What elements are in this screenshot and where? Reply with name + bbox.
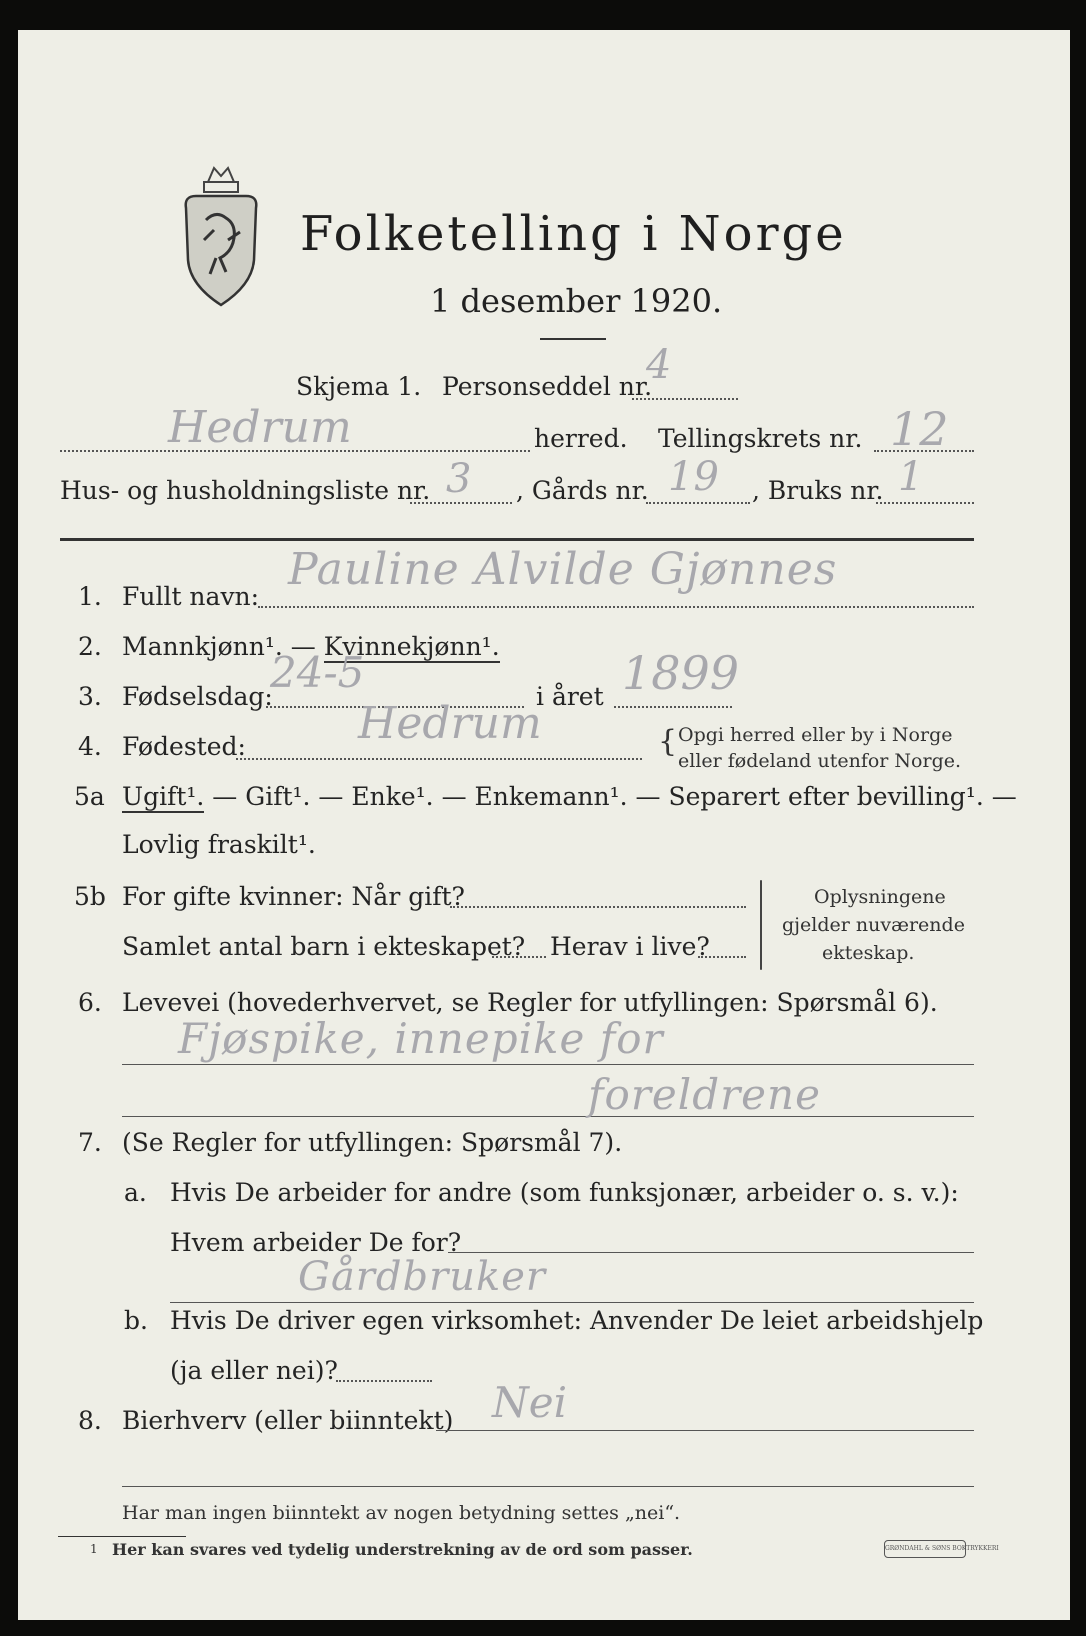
birth-year-field[interactable] xyxy=(614,706,732,708)
q7-label: (Se Regler for utfyllingen: Spørsmål 7). xyxy=(122,1128,623,1157)
q2-number: 2. xyxy=(78,632,102,661)
option-female[interactable]: Kvinnekjønn¹. xyxy=(323,632,500,661)
footer-note: Har man ingen biinntekt av nogen betydning settes „nei“. xyxy=(122,1502,681,1524)
personseddel-field[interactable] xyxy=(632,398,738,400)
q7b-text: Hvis De driver egen virksomhet: Anvender De leiet arbeidshjelp xyxy=(170,1306,984,1335)
option-male[interactable]: Mannkjønn¹. — xyxy=(122,632,324,661)
q7a-letter: a. xyxy=(124,1178,147,1207)
q5b-note-line1: Oplysningene xyxy=(814,886,946,908)
side-income-line-2[interactable] xyxy=(122,1486,974,1487)
footnote-mark: 1 xyxy=(90,1542,98,1556)
bruks-value: 1 xyxy=(898,454,924,500)
full-name-value: Pauline Alvilde Gjønnes xyxy=(288,544,838,595)
hus-label: Hus- og husholdningsliste nr. xyxy=(60,476,431,505)
hus-value: 3 xyxy=(446,456,472,502)
header-rule xyxy=(60,538,974,541)
title-divider xyxy=(540,338,606,340)
q4-number: 4. xyxy=(78,732,102,761)
personseddel-label: Personseddel nr. xyxy=(442,372,653,401)
q7b-question: (ja eller nei)? xyxy=(170,1356,338,1385)
q4-note-brace: { xyxy=(658,724,678,759)
q5b-note-bracket xyxy=(760,880,762,970)
occupation-value-2: foreldrene xyxy=(588,1070,821,1119)
employer-value: Gårdbruker xyxy=(298,1254,547,1300)
q8-number: 8. xyxy=(78,1406,102,1435)
q6-number: 6. xyxy=(78,988,102,1017)
hired-help-field[interactable] xyxy=(336,1380,432,1382)
q4-note-line1: Opgi herred eller by i Norge xyxy=(678,724,953,746)
herred-value: Hedrum xyxy=(168,402,352,453)
occupation-line-2[interactable] xyxy=(122,1116,974,1117)
q4-label: Fødested: xyxy=(122,732,246,761)
children-alive-field[interactable] xyxy=(698,956,746,958)
printer-stamp: GRØNDAHL & SØNS BOKTRYKKERI xyxy=(884,1540,966,1558)
birthplace-value: Hedrum xyxy=(358,698,542,749)
occupation-value-1: Fjøspike, innepike for xyxy=(178,1014,664,1063)
option-other-statuses[interactable]: — Gift¹. — Enke¹. — Enkemann¹. — Separert efter bevilling¹. — xyxy=(204,782,1017,811)
q7-number: 7. xyxy=(78,1128,102,1157)
q5b-children-label: Samlet antal barn i ekteskapet? xyxy=(122,932,526,961)
q7a-text: Hvis De arbeider for andre (som funksjonær, arbeider o. s. v.): xyxy=(170,1178,959,1207)
gards-label: , Gårds nr. xyxy=(516,476,649,505)
side-income-value: Nei xyxy=(492,1378,568,1427)
footnote-text: Her kan svares ved tydelig understrekning av de ord som passer. xyxy=(112,1540,693,1559)
year-label: i året xyxy=(536,682,604,711)
q5a-number: 5a xyxy=(74,782,105,811)
q4-note-line2: eller fødeland utenfor Norge. xyxy=(678,750,962,772)
q6-label: Levevei (hovederhvervet, se Regler for utfyllingen: Spørsmål 6). xyxy=(122,988,938,1017)
gards-value: 19 xyxy=(668,454,719,500)
q5b-number: 5b xyxy=(74,882,106,911)
side-income-field[interactable] xyxy=(436,1430,974,1431)
hus-field[interactable] xyxy=(410,502,512,504)
schema-label: Skjema 1. xyxy=(296,372,422,401)
employer-line-2[interactable] xyxy=(170,1302,974,1303)
footnote-rule xyxy=(58,1536,186,1537)
personseddel-value: 4 xyxy=(646,342,672,388)
form-title: Folketelling i Norge xyxy=(300,206,847,262)
tellingskrets-value: 12 xyxy=(890,402,949,456)
employer-field[interactable] xyxy=(448,1252,974,1253)
q5b-note-line2: gjelder nuværende xyxy=(782,914,965,936)
census-form xyxy=(18,30,1070,1620)
q5b-alive-label: Herav i live? xyxy=(550,932,710,961)
q3-label: Fødselsdag: xyxy=(122,682,273,711)
q3-number: 3. xyxy=(78,682,102,711)
when-married-field[interactable] xyxy=(450,906,746,908)
tellingskrets-label: Tellingskrets nr. xyxy=(658,424,863,453)
bruks-label: , Bruks nr. xyxy=(752,476,884,505)
q1-label: Fullt navn: xyxy=(122,582,260,611)
coat-of-arms-icon xyxy=(176,160,266,310)
gards-field[interactable] xyxy=(646,502,750,504)
q5b-note-line3: ekteskap. xyxy=(822,942,915,964)
q5a-options xyxy=(122,782,1017,811)
bruks-field[interactable] xyxy=(876,502,974,504)
full-name-field[interactable] xyxy=(258,606,974,608)
q7b-letter: b. xyxy=(124,1306,148,1335)
q5b-when-married-label: For gifte kvinner: Når gift? xyxy=(122,882,465,911)
census-date: 1 desember 1920. xyxy=(430,282,723,320)
option-lovlig-fraskilt[interactable]: Lovlig fraskilt¹. xyxy=(122,830,316,859)
q7a-question: Hvem arbeider De for? xyxy=(170,1228,462,1257)
birthplace-field[interactable] xyxy=(236,758,642,760)
q1-number: 1. xyxy=(78,582,102,611)
herred-label: herred. xyxy=(534,424,628,453)
birth-year-value: 1899 xyxy=(622,646,740,700)
q8-label: Bierhverv (eller biinntekt) xyxy=(122,1406,454,1435)
children-field[interactable] xyxy=(492,956,546,958)
occupation-line-1[interactable] xyxy=(122,1064,974,1065)
option-ugift[interactable]: Ugift¹. xyxy=(122,782,205,811)
birthday-value: 24-5 xyxy=(270,648,365,697)
